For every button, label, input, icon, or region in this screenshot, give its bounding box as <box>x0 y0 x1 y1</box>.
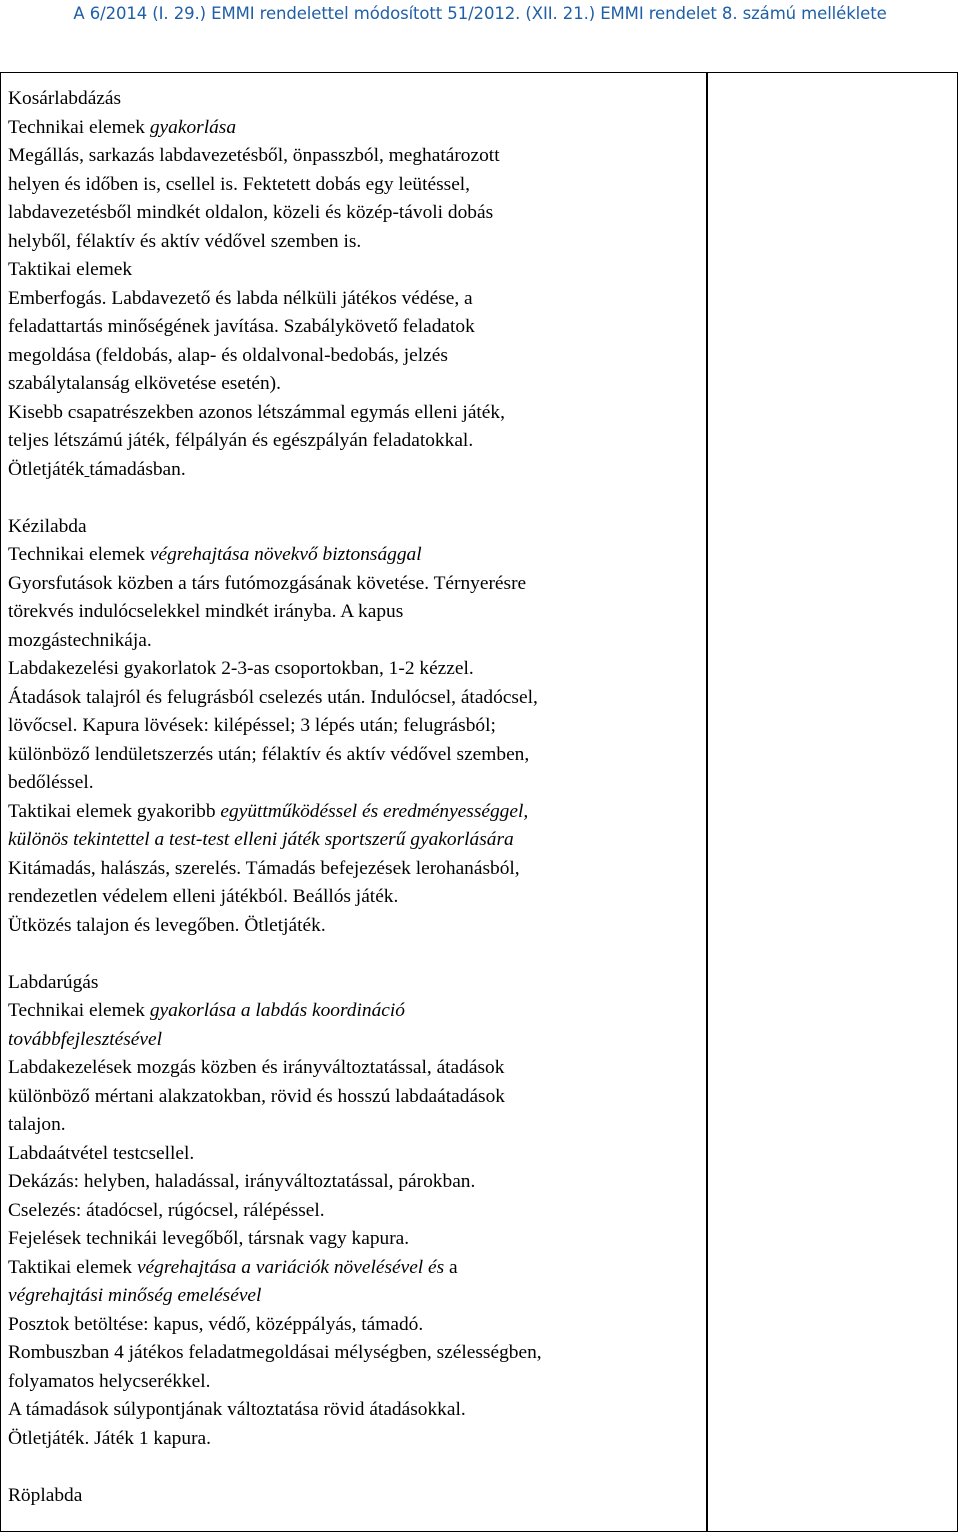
section-spacer <box>8 1453 698 1482</box>
text-run: Posztok betöltése: kapus, védő, középpályás, támadó. <box>8 1313 424 1335</box>
text-run: Röplabda <box>8 1484 83 1506</box>
text-line <box>8 769 698 798</box>
text-run: Kézilabda <box>8 515 87 537</box>
text-run: Emberfogás. Labdavezető és labda nélküli játékos védése, a <box>8 287 473 309</box>
text-run: Ötletjáték <box>8 458 85 480</box>
text-line <box>8 1225 698 1254</box>
text-run: Kitámadás, halászás, szerelés. Támadás befejezések lerohanásból, <box>8 857 520 879</box>
text-line <box>8 1168 698 1197</box>
text-line <box>8 1197 698 1226</box>
text-run: labdavezetésből mindkét oldalon, közeli és közép-távoli dobás <box>8 202 494 223</box>
text-run: Kosárlabdázás <box>8 88 122 109</box>
text-run: Megállás, sarkazás labdavezetésből, önpasszból, meghatározott <box>8 145 500 166</box>
text-line <box>8 342 698 371</box>
text-line <box>8 855 698 884</box>
text-run: mozgástechnikája. <box>8 629 152 651</box>
text-run: feladattartás minőségének javítása. Szabálykövető feladatok <box>8 316 475 337</box>
text-line <box>8 313 698 342</box>
text-line <box>8 456 698 485</box>
text-run: Technikai elemek <box>8 116 150 138</box>
text-run: Rombuszban 4 játékos feladatmegoldásai mélységben, szélességben, <box>8 1342 542 1363</box>
document-header: A 6/2014 (I. 29.) EMMI rendelettel módosított 51/2012. (XII. 21.) EMMI rendelet 8. számú melléklete <box>73 4 887 23</box>
text-line <box>8 370 698 399</box>
text-line <box>8 826 698 855</box>
section-title <box>8 85 698 114</box>
text-run: Dekázás: helyben, haladással, irányváltoztatással, párokban. <box>8 1171 476 1192</box>
section-spacer <box>8 484 698 513</box>
text-line <box>8 598 698 627</box>
text-line <box>8 1026 698 1055</box>
text-line <box>8 256 698 285</box>
table-column-divider <box>706 72 708 1532</box>
text-line <box>8 1054 698 1083</box>
section-title <box>8 513 698 542</box>
text-line <box>8 541 698 570</box>
text-line <box>8 427 698 456</box>
text-line <box>8 997 698 1026</box>
section-block <box>8 513 698 941</box>
text-line <box>8 142 698 171</box>
text-run: Kisebb csapatrészekben azonos létszámmal egymás elleni játék, <box>8 401 505 423</box>
text-line <box>8 1368 698 1397</box>
text-run: folyamatos helycserékkel. <box>8 1370 211 1392</box>
text-line <box>8 1339 698 1368</box>
text-line <box>8 741 698 770</box>
text-run: végrehajtási minőség emelésével <box>8 1285 262 1306</box>
text-line <box>8 1254 698 1283</box>
text-run: Labdaátvétel testcsellel. <box>8 1142 195 1164</box>
text-run: különböző lendületszerzés után; félaktív és aktív védővel szemben, <box>8 743 530 765</box>
text-run: Cselezés: átadócsel, rúgócsel, rálépéssel. <box>8 1199 325 1221</box>
text-run: helyből, félaktív és aktív védővel szemben is. <box>8 230 362 252</box>
text-line <box>8 712 698 741</box>
text-run: különböző mértani alakzatokban, rövid és hosszú labdaátadások <box>8 1085 505 1107</box>
text-line <box>8 199 698 228</box>
text-line <box>8 912 698 941</box>
text-run: helyen és időben is, csellel is. Fektetett dobás egy leütéssel, <box>8 173 471 195</box>
text-line <box>8 1111 698 1140</box>
text-line <box>8 1140 698 1169</box>
text-line <box>8 228 698 257</box>
text-run: Gyorsfutások közben a társ futómozgásának követése. Térnyerésre <box>8 572 527 594</box>
text-line <box>8 883 698 912</box>
section-block <box>8 969 698 1454</box>
text-run: támadásban. <box>89 458 186 480</box>
text-run: teljes létszámú játék, félpályán és egészpályán feladatokkal. <box>8 430 474 451</box>
section-spacer <box>8 940 698 969</box>
text-line <box>8 684 698 713</box>
text-run: Fejelések technikái levegőből, társnak vagy kapura. <box>8 1228 410 1249</box>
text-run: gyakorlása <box>149 116 237 138</box>
text-run: Ütközés talajon és levegőben. Ötletjáték. <box>8 914 326 936</box>
text-run: Labdakezelési gyakorlatok 2-3-as csoportokban, 1-2 kézzel. <box>8 658 474 679</box>
text-run: Technikai elemek <box>8 544 150 565</box>
text-run: Labdakezelések mozgás közben és irányváltoztatással, átadások <box>8 1057 505 1078</box>
text-line <box>8 1282 698 1311</box>
section-title <box>8 1482 698 1511</box>
text-line <box>8 1311 698 1340</box>
text-line <box>8 1396 698 1425</box>
section-title <box>8 969 698 998</box>
text-run: megoldása (feldobás, alap- és oldalvonal-bedobás, jelzés <box>8 344 448 366</box>
text-run: Ötletjáték. Játék 1 kapura. <box>8 1427 211 1449</box>
text-run: Technikai elemek <box>8 1000 150 1021</box>
text-run: Taktikai elemek gyakoribb <box>8 800 221 822</box>
text-run: Taktikai elemek <box>8 1256 137 1278</box>
table-cell-content <box>8 85 698 1510</box>
text-run: Átadások talajról és felugrásból cselezés után. Indulócsel, átadócsel, <box>8 686 538 708</box>
text-run: Taktikai elemek <box>8 259 133 280</box>
text-run: szabálytalanság elkövetése esetén). <box>8 373 281 394</box>
text-line <box>8 285 698 314</box>
text-run: Labdarúgás <box>8 971 99 993</box>
text-line <box>8 114 698 143</box>
text-run: együttműködéssel és eredményességgel, <box>220 800 529 822</box>
text-line <box>8 655 698 684</box>
text-line <box>8 1083 698 1112</box>
text-line <box>8 399 698 428</box>
text-run: továbbfejlesztésével <box>8 1028 162 1050</box>
section-block <box>8 1482 698 1511</box>
section-block <box>8 85 698 484</box>
text-run: végrehajtása a variációk növelésével és <box>136 1256 445 1278</box>
text-run: bedőléssel. <box>8 772 94 793</box>
text-line <box>8 570 698 599</box>
text-run: törekvés indulócselekkel mindkét irányba. A kapus <box>8 601 404 622</box>
text-run: A támadások súlypontjának változtatása rövid átadásokkal. <box>8 1399 466 1420</box>
text-line <box>8 798 698 827</box>
text-line <box>8 627 698 656</box>
text-run: rendezetlen védelem elleni játékból. Beállós játék. <box>8 886 399 907</box>
text-run: lövőcsel. Kapura lövések: kilépéssel; 3 lépés után; felugrásból; <box>8 715 496 736</box>
text-line <box>8 1425 698 1454</box>
text-run: gyakorlása a labdás koordináció <box>149 1000 405 1021</box>
text-run: talajon. <box>8 1114 66 1135</box>
text-run: különös tekintettel a test-test elleni játék sportszerű gyakorlására <box>8 829 514 850</box>
text-line <box>8 171 698 200</box>
text-run: a <box>444 1256 458 1278</box>
text-run: végrehajtása növekvő biztonsággal <box>149 544 422 565</box>
